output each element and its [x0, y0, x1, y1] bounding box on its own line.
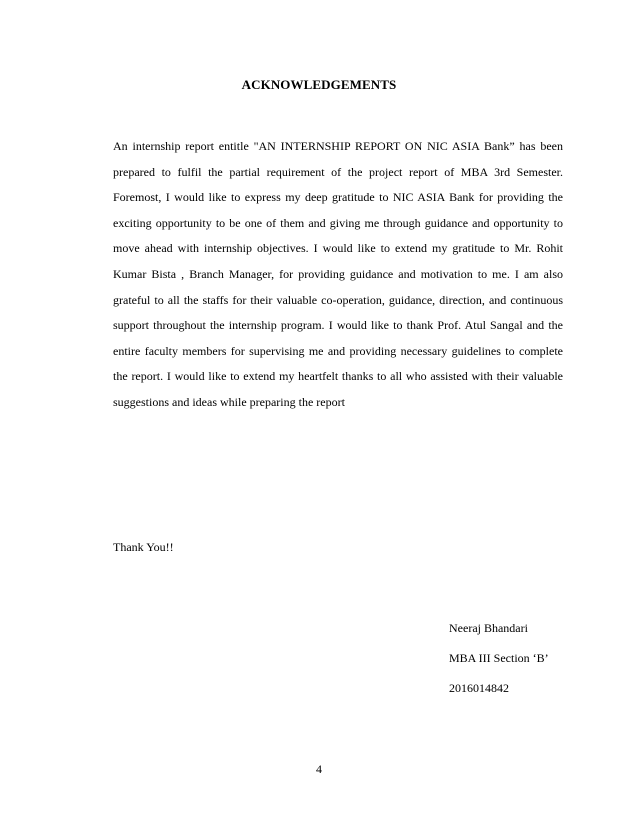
closing-text: Thank You!!	[113, 540, 174, 554]
page-number: 4	[316, 762, 322, 776]
page-title: ACKNOWLEDGEMENTS	[241, 77, 397, 92]
signature-name: Neeraj Bhandari	[449, 621, 528, 635]
signature-program: MBA III Section ‘B’	[449, 651, 549, 665]
signature-block	[449, 613, 549, 703]
acknowledgement-paragraph: An internship report entitle "AN INTERNSHIP REPORT ON NIC ASIA Bank” has been prepared to fulfil the partial requirement of the project report of MBA 3rd Semester. Foremost, I would like to express my deep gratitude to NIC ASIA Bank for providing the exciting opportunity to be one of them and giving me through guidance and opportunity to move ahead with internship objectives. I would like to extend my gratitude to Mr. Rohit Kumar Bista , Branch Manager, for providing guidance and motivation to me. I am also grateful to all the staffs for their valuable co-operation, guidance, direction, and continuous support throughout the internship program. I would like to thank Prof. Atul Sangal and the entire faculty members for supervising me and providing necessary guidelines to complete the report. I would like to extend my heartfelt thanks to all who assisted with their valuable suggestions and ideas while preparing the report	[113, 139, 563, 409]
signature-id: 2016014842	[449, 681, 509, 695]
